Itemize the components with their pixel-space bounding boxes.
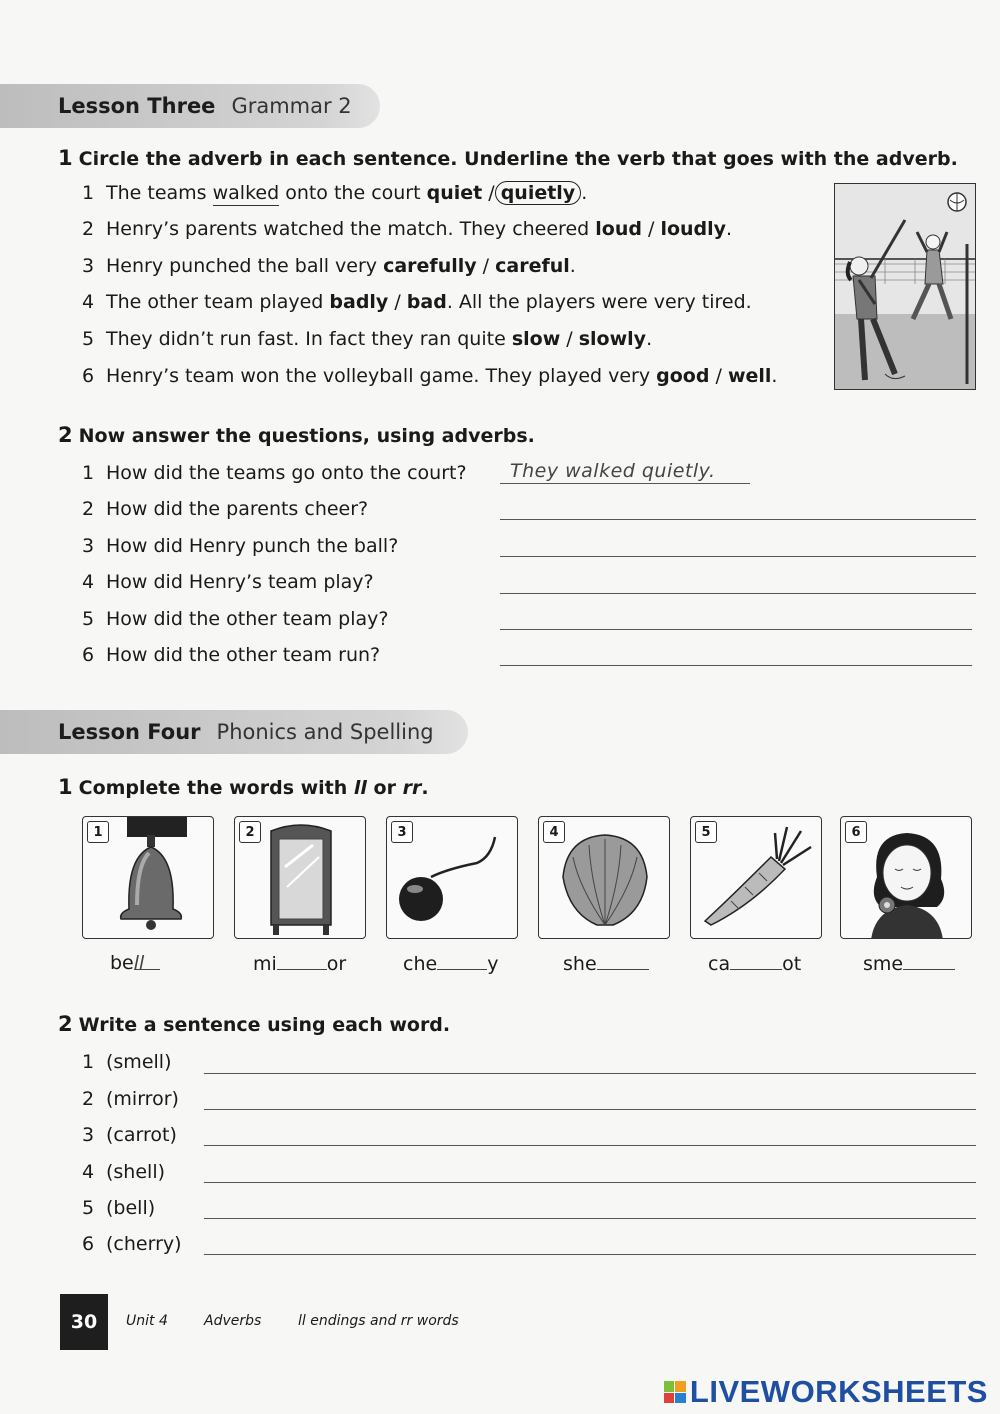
exercise-2-title: 2 Now answer the questions, using adverbs. [58,423,535,447]
page-number: 30 [60,1294,108,1350]
lesson-three-banner [0,84,380,128]
answer-field-2[interactable] [500,494,976,520]
word-smell: sme [863,952,955,975]
mirror-icon [235,817,366,939]
sentence-field-4[interactable] [204,1157,976,1183]
question-5: 5 How did the other team play? [82,608,389,630]
word-blank[interactable] [437,952,487,970]
picture-box-1: 1 [82,816,214,939]
picture-box-4: 4 [538,816,670,939]
footer-topic: Adverbs [204,1313,262,1329]
sentence-field-3[interactable] [204,1120,976,1146]
exercise-4-title: 2 Write a sentence using each word. [58,1012,451,1036]
cherry-icon [387,817,518,939]
liveworksheets-logo-icon [664,1381,686,1403]
word-bell: bell [110,952,160,974]
answer-text-1: They walked quietly. [510,460,716,482]
word-blank[interactable] [597,952,649,970]
word-mirror: mi or [253,953,347,975]
adverb-option[interactable]: well [727,365,772,387]
question-3: 3 How did Henry punch the ball? [82,535,399,557]
adverb-option[interactable]: careful [495,255,570,277]
answer-field-3[interactable] [500,531,976,557]
girl-smelling-flower-icon [841,817,972,939]
bell-icon [83,817,214,939]
sentence-word-1: 1 (smell) [82,1051,172,1073]
sentence-word-3: 3 (carrot) [82,1124,177,1146]
footer-unit: Unit 4 [126,1313,168,1329]
lesson-four-banner [0,710,468,754]
picture-box-3: 3 [386,816,518,939]
adverb-option[interactable]: loud [595,218,642,240]
word-carrot: ca ot [708,953,802,975]
brand-name: LIVEWORKSHEETS [689,1374,988,1409]
answer-field-4[interactable] [500,568,976,594]
adverb-option[interactable]: badly [329,291,389,313]
adverb-option[interactable]: good [656,365,710,387]
sentence-6: 6 Henry’s team won the volleyball game. They played very good / well. [82,365,778,387]
sentence-1: 1 The teams walked onto the court quiet / quietly . [82,182,588,204]
sentence-word-5: 5 (bell) [82,1197,156,1219]
sentence-word-4: 4 (shell) [82,1161,166,1183]
word-blank[interactable] [277,952,327,970]
sentence-word-2: 2 (mirror) [82,1088,179,1110]
carrot-icon [691,817,822,939]
volleyball-illustration [834,183,976,390]
question-6: 6 How did the other team run? [82,644,381,666]
picture-box-2: 2 [234,816,366,939]
picture-box-6: 6 [840,816,972,939]
word-blank[interactable]: ll [134,952,160,970]
lesson-title: Lesson Three [58,94,216,118]
question-4: 4 How did Henry’s team play? [82,571,374,593]
picture-box-5: 5 [690,816,822,939]
adverb-option[interactable]: bad [406,291,447,313]
sentence-field-5[interactable] [204,1193,976,1219]
adverb-option[interactable]: slow [511,328,561,350]
circled-adverb[interactable]: quietly [495,181,582,205]
lesson-subtitle: Phonics and Spelling [216,720,434,744]
sentence-field-6[interactable] [204,1229,976,1255]
word-shell: she [563,952,649,975]
exercise-1-title: 1 Circle the adverb in each sentence. Underline the verb that goes with the adverb. [58,146,958,170]
sentence-field-2[interactable] [204,1084,976,1110]
footer-topic-2: ll endings and rr words [298,1313,459,1329]
sentence-5: 5 They didn’t run fast. In fact they ran quite slow / slowly. [82,328,653,350]
shell-icon [539,817,670,939]
exercise-3-title: 1 Complete the words with ll or rr. [58,775,429,799]
word-blank[interactable] [730,952,782,970]
adverb-option[interactable]: loudly [660,218,727,240]
liveworksheets-brand[interactable] [664,1374,988,1410]
answer-field-5[interactable] [500,604,972,630]
sentence-4: 4 The other team played badly / bad. All the players were very tired. [82,291,752,313]
adverb-option[interactable]: carefully [383,255,477,277]
adverb-option[interactable]: quiet [426,182,483,204]
underlined-verb[interactable]: walked [212,182,280,204]
sentence-word-6: 6 (cherry) [82,1233,182,1255]
sentence-2: 2 Henry’s parents watched the match. They cheered loud / loudly. [82,218,733,240]
sentence-3: 3 Henry punched the ball very carefully / careful. [82,255,576,277]
question-1: 1 How did the teams go onto the court? [82,462,467,484]
sentence-field-1[interactable] [204,1048,976,1074]
answer-field-6[interactable] [500,640,972,666]
lesson-subtitle: Grammar 2 [231,94,352,118]
lesson-title: Lesson Four [58,720,201,744]
adverb-option[interactable]: slowly [578,328,647,350]
question-2: 2 How did the parents cheer? [82,498,369,520]
word-blank[interactable] [903,952,955,970]
word-cherry: che y [403,953,499,975]
